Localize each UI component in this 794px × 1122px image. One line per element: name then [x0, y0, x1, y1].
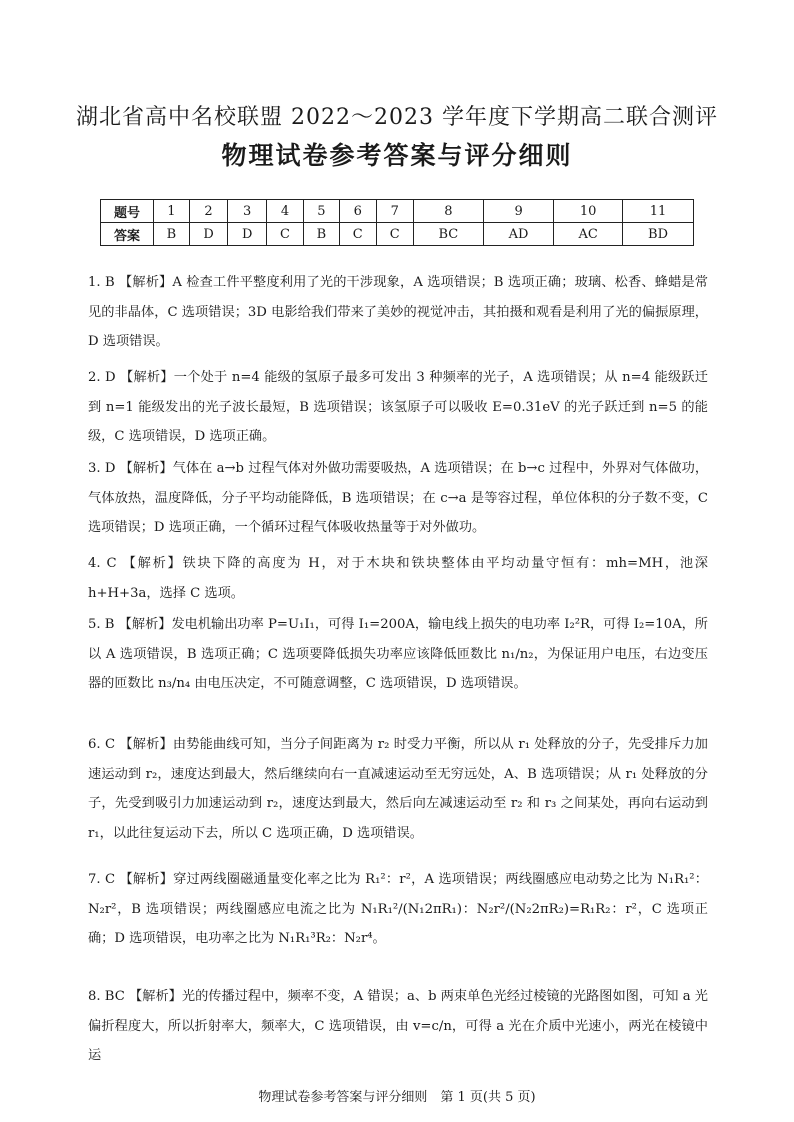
answer-table-number-row — [101, 200, 694, 223]
answer-cell: BD — [623, 223, 694, 246]
answer-cell: AD — [483, 223, 553, 246]
question-number: 4 — [267, 200, 304, 223]
solution-item-7: 7. C 【解析】穿过两线圈磁通量变化率之比为 R₁²：r²，A 选项错误；两线圈感应电动势之比为 N₁R₁²：N₂r²，B 选项错误；两线圈感应电流之比为 N₁R₁²/(N₁2πR₁)：N₂r²/(N₂2πR₂)=R₁R₂：r²，C 选项正确；D 选项错误，电功率之比为 N₁R₁³R₂：N₂r⁴。 — [88, 872, 708, 946]
question-number: 3 — [228, 200, 267, 223]
row-header-answer: 答案 — [101, 223, 154, 246]
solution-item-3: 3. D 【解析】气体在 a→b 过程气体对外做功需要吸热，A 选项错误；在 b→c 过程中，外界对气体做功，气体放热，温度降低，分子平均动能降低，B 选项错误；在 c→a 是等容过程，单位体积的分子数不变，C 选项错误；D 选项正确，一个循环过程气体吸收热量等于对外做功。 — [88, 461, 708, 535]
answer-cell: D — [228, 223, 267, 246]
answer-cell: C — [267, 223, 304, 246]
answer-cell: BC — [413, 223, 483, 246]
question-number: 8 — [413, 200, 483, 223]
question-number: 7 — [376, 200, 413, 223]
solution-item-2: 2. D 【解析】一个处于 n=4 能级的氢原子最多可发出 3 种频率的光子，A 选项错误；从 n=4 能级跃迁到 n=1 能级发出的光子波长最短，B 选项错误；该氢原子可以吸收 E=0.31eV 的光子跃迁到 n=5 的能级，C 选项错误，D 选项正确。 — [88, 370, 708, 444]
title-line-1: 湖北省高中名校联盟 2022～2023 学年度下学期高二联合测评 — [76, 105, 718, 130]
row-header-number: 题号 — [101, 200, 154, 223]
question-number: 5 — [304, 200, 340, 223]
solution-item-6: 6. C 【解析】由势能曲线可知，当分子间距离为 r₂ 时受力平衡，所以从 r₁ 处释放的分子，先受排斥力加速运动到 r₂，速度达到最大，然后继续向右一直减速运动至无穷远处，A、B 选项错误；从 r₁ 处释放的分子，先受到吸引力加速运动到 r₂，速度达到最大，然后向左减速运动至 r₂ 和 r₃ 之间某处，再向右运动到 r₁，以此往复运动下去，所以 C 选项正确，D 选项错误。 — [88, 737, 708, 841]
answer-table — [100, 199, 694, 246]
answer-cell: D — [189, 223, 228, 246]
solution-item-4: 4. C 【解析】铁块下降的高度为 H，对于木块和铁块整体由平均动量守恒有：mh=MH，池深 h+H+3a，选择 C 选项。 — [88, 556, 708, 601]
solution-item-1: 1. B 【解析】A 检查工件平整度利用了光的干涉现象，A 选项错误；B 选项正确；玻璃、松香、蜂蜡是常见的非晶体，C 选项错误；3D 电影给我们带来了美妙的视觉冲击，其拍摄和观看是利用了光的偏振原理，D 选项错误。 — [88, 275, 708, 349]
answer-cell: C — [339, 223, 376, 246]
answer-cell: B — [154, 223, 190, 246]
question-number: 10 — [554, 200, 623, 223]
question-number: 11 — [623, 200, 694, 223]
question-number: 1 — [154, 200, 190, 223]
question-number: 2 — [189, 200, 228, 223]
solution-item-5: 5. B 【解析】发电机输出功率 P=U₁I₁，可得 I₁=200A，输电线上损失的电功率 I₂²R，可得 I₂=10A，所以 A 选项错误，B 选项正确；C 选项要降低损失功率应该降低匝数比 n₁/n₂，为保证用户电压，右边变压器的匝数比 n₃/n₄ 由电压决定，不可随意调整，C 选项错误，D 选项错误。 — [88, 617, 708, 691]
solution-item-8: 8. BC 【解析】光的传播过程中，频率不变，A 错误；a、b 两束单色光经过棱镜的光路图如图，可知 a 光偏折程度大，所以折射率大，频率大，C 选项错误，由 v=c/n，可得 a 光在介质中光速小，两光在棱镜中运 — [88, 989, 708, 1063]
title-line-2: 物理试卷参考答案与评分细则 — [221, 141, 573, 170]
question-number: 6 — [339, 200, 376, 223]
answer-cell: AC — [554, 223, 623, 246]
answer-cell: B — [304, 223, 340, 246]
answer-cell: C — [376, 223, 413, 246]
page-footer: 物理试卷参考答案与评分细则 第 1 页(共 5 页) — [258, 1090, 536, 1105]
question-number: 9 — [483, 200, 553, 223]
answer-table-answer-row — [101, 223, 694, 246]
